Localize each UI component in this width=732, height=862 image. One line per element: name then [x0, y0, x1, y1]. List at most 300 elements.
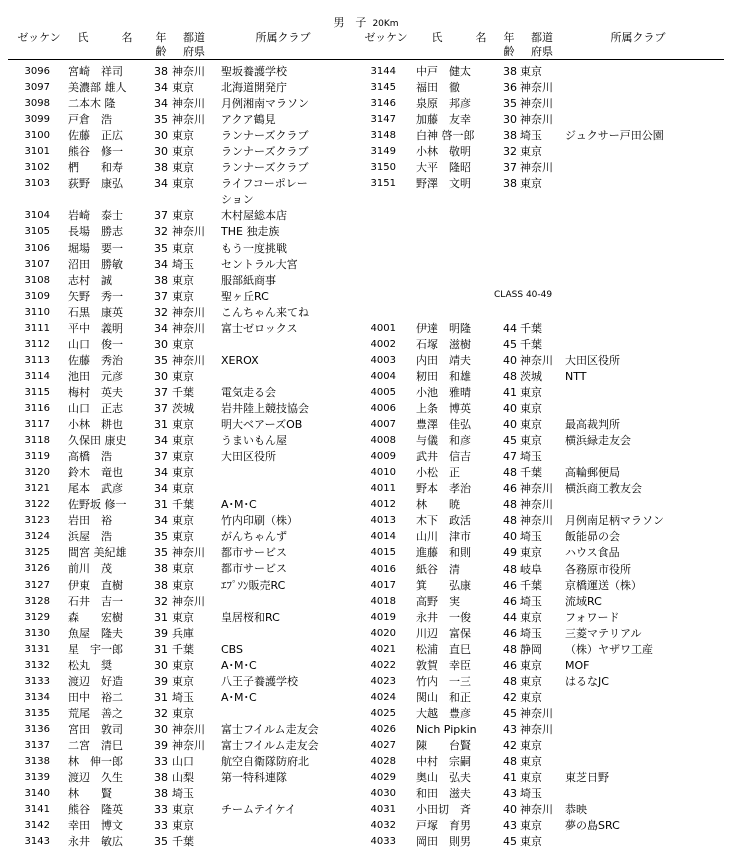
runner-age: 46 [503, 626, 517, 640]
runner-name: 松浦 直巳 [416, 642, 471, 656]
bib-number: 3128 [24, 595, 50, 607]
header-club-right: 所属クラブ [610, 31, 666, 44]
runner-club: 服部紙商事 [221, 273, 276, 287]
runner-club: はるなJC [565, 674, 609, 688]
runner-name: 中村 宗嗣 [416, 755, 471, 769]
runner-name: 敦賀 幸臣 [416, 658, 471, 672]
runner-prefecture: 神奈川 [520, 498, 553, 512]
title-text: 男 子 [333, 16, 367, 29]
bib-number: 3126 [24, 563, 50, 575]
runner-prefecture: 東京 [520, 418, 542, 432]
runner-prefecture: 神奈川 [172, 65, 205, 78]
bib-number: 4033 [370, 836, 396, 848]
bib-number: 4022 [370, 659, 396, 671]
bib-number: 3144 [370, 66, 396, 77]
runner-prefecture: 東京 [172, 434, 194, 448]
runner-age: 48 [503, 562, 517, 576]
bib-number: 3149 [370, 146, 396, 158]
runner-age: 34 [154, 466, 168, 480]
runner-club: 木村屋総本店 [221, 209, 287, 223]
runner-age: 37 [154, 385, 168, 399]
runner-prefecture: 埼玉 [520, 530, 542, 544]
runner-name: 堀場 要一 [68, 241, 123, 255]
runner-name: 高野 実 [416, 594, 460, 608]
runner-club: 夢の島SRC [565, 819, 620, 833]
bib-number: 3123 [24, 515, 50, 527]
bib-number: 4011 [370, 483, 396, 495]
header-pref-right [522, 31, 562, 59]
bib-number: 3134 [24, 691, 50, 703]
runner-prefecture: 東京 [520, 402, 542, 416]
runner-prefecture: 東京 [172, 674, 194, 688]
runner-age: 37 [154, 209, 168, 223]
runner-name: 石井 吉一 [68, 594, 123, 608]
runner-prefecture: 東京 [172, 578, 194, 592]
bib-number: 3138 [24, 756, 50, 768]
runner-age: 43 [503, 819, 517, 833]
bib-number: 3127 [24, 579, 50, 591]
runner-age: 32 [154, 305, 168, 319]
bib-number: 3145 [370, 82, 396, 94]
table-header [0, 31, 732, 60]
runner-name: 与儀 和彦 [416, 434, 471, 448]
runner-prefecture: 東京 [520, 145, 542, 159]
runner-prefecture: 千葉 [172, 385, 194, 399]
header-pref-right-2: 府県 [531, 45, 553, 58]
bib-number: 3125 [24, 547, 50, 559]
runner-club: A･M･C [221, 658, 257, 672]
runner-club: 八王子養護学校 [221, 674, 298, 688]
runner-club: セントラル大宮 [221, 257, 298, 271]
runner-name: 沼田 勝敏 [68, 257, 123, 271]
runner-club: 富士フイルム走友会 [221, 738, 319, 752]
header-age [152, 31, 170, 59]
runner-name: 山口 俊一 [68, 337, 123, 351]
runner-prefecture: 山口 [172, 755, 194, 769]
runner-age: 41 [503, 385, 517, 399]
runner-club: こんちゃん来てね [221, 305, 309, 319]
bib-number: 3107 [24, 258, 50, 270]
runner-club: 富士フイルム走友会 [221, 722, 319, 736]
runner-name: 箕 弘康 [416, 578, 471, 592]
runner-name: 川辺 富保 [416, 626, 471, 640]
runner-name: 星 宇一郎 [68, 642, 123, 656]
bib-number: 3109 [24, 290, 50, 302]
runner-name: 豊澤 佳弘 [416, 418, 471, 432]
runner-prefecture: 神奈川 [520, 706, 553, 720]
runner-age: 45 [503, 706, 517, 720]
bib-number: 4007 [370, 419, 396, 431]
runner-name: 鈴木 竜也 [68, 466, 123, 480]
runner-age: 36 [503, 81, 517, 95]
runner-age: 46 [503, 594, 517, 608]
bib-number: 3150 [370, 162, 396, 174]
runner-prefecture: 埼玉 [520, 129, 542, 143]
runner-prefecture: 神奈川 [520, 803, 553, 817]
runner-prefecture: 埼玉 [520, 626, 542, 640]
runner-name: 志村 誠 [68, 273, 112, 287]
runner-age: 34 [154, 97, 168, 111]
runner-prefecture: 東京 [172, 562, 194, 576]
header-age-right-2: 齢 [503, 45, 515, 58]
bib-number: 3104 [24, 210, 50, 222]
runner-prefecture: 東京 [520, 658, 542, 672]
runner-name: 永井 一俊 [416, 610, 471, 624]
runner-name: 紙谷 清 [416, 562, 460, 576]
runner-age: 40 [503, 402, 517, 416]
runner-club: ランナーズクラブ [221, 129, 309, 143]
bib-number: 3105 [24, 226, 50, 238]
runner-name: 林 暁 [416, 498, 460, 512]
bib-number: 4020 [370, 627, 396, 639]
runner-name: 泉原 邦彦 [416, 97, 471, 111]
runner-age: 34 [154, 514, 168, 528]
runner-age: 33 [154, 755, 168, 769]
runner-name: 熊谷 隆英 [68, 803, 123, 817]
runner-prefecture: 神奈川 [172, 305, 205, 319]
runner-name: 荒尾 善之 [68, 706, 123, 720]
page-title [0, 14, 732, 30]
runner-club: 各務原市役所 [565, 562, 631, 576]
runner-prefecture: 東京 [172, 450, 194, 464]
runner-age: 40 [503, 803, 517, 817]
runner-prefecture: 東京 [520, 690, 542, 704]
runner-club: ランナーズクラブ [221, 145, 309, 159]
runner-age: 34 [154, 434, 168, 448]
bib-number: 4006 [370, 403, 396, 415]
runner-prefecture: 東京 [520, 771, 542, 785]
runner-prefecture: 東京 [172, 482, 194, 496]
runner-prefecture: 東京 [172, 81, 194, 95]
runner-club: 電気走る会 [221, 385, 276, 399]
bib-number: 4031 [370, 804, 396, 816]
bib-number: 3114 [24, 370, 50, 382]
bib-number: 3133 [24, 675, 50, 687]
runner-name: 内田 靖夫 [416, 353, 471, 367]
runner-age: 46 [503, 482, 517, 496]
bib-number: 3096 [24, 66, 50, 77]
runner-name: 伊東 直樹 [68, 578, 123, 592]
runner-age: 48 [503, 674, 517, 688]
runner-name: 岩田 裕 [68, 514, 112, 528]
runner-age: 40 [503, 353, 517, 367]
runner-prefecture: 神奈川 [172, 722, 205, 736]
runner-name: 林 賢 [68, 787, 112, 801]
bib-number: 3130 [24, 627, 50, 639]
bib-number: 4023 [370, 675, 396, 687]
runner-prefecture: 神奈川 [172, 594, 205, 608]
runner-name: 渡辺 久生 [68, 771, 123, 785]
bib-number: 3111 [24, 322, 50, 334]
bib-number: 3129 [24, 611, 50, 623]
runner-club: 明大ベアーズOB [221, 418, 303, 432]
runner-prefecture: 東京 [520, 385, 542, 399]
bib-number: 4014 [370, 531, 396, 543]
runner-age: 35 [154, 113, 168, 127]
bib-number: 3124 [24, 531, 50, 543]
runner-name: 佐藤 秀治 [68, 353, 123, 367]
bib-number: 3137 [24, 739, 50, 751]
runner-name: 美濃部 雄人 [68, 81, 127, 95]
runner-prefecture: 東京 [520, 739, 542, 753]
runner-prefecture: 東京 [520, 674, 542, 688]
runner-age: 34 [154, 321, 168, 335]
header-name: 氏 名 [77, 31, 133, 44]
runner-club: フォワード [565, 610, 620, 624]
bib-number: 4017 [370, 579, 396, 591]
bib-number: 3140 [24, 788, 50, 800]
runner-age: 30 [154, 129, 168, 143]
runner-age: 38 [154, 578, 168, 592]
runner-age: 37 [154, 450, 168, 464]
header-age-2: 齢 [155, 45, 167, 58]
bib-number: 4002 [370, 338, 396, 350]
runner-name: 石塚 滋樹 [416, 337, 471, 351]
runner-prefecture: 東京 [520, 819, 542, 833]
runner-age: 38 [154, 65, 168, 78]
bib-number: 3121 [24, 483, 50, 495]
bib-number: 4024 [370, 691, 396, 703]
bib-number: 3100 [24, 130, 50, 142]
runner-name: 野澤 文明 [416, 177, 471, 191]
runner-prefecture: 神奈川 [172, 321, 205, 335]
bib-number: 4028 [370, 756, 396, 768]
bib-number: 3115 [24, 386, 50, 398]
runner-prefecture: 神奈川 [172, 546, 205, 560]
runner-prefecture: 東京 [172, 514, 194, 528]
runner-prefecture: 東京 [520, 610, 542, 624]
runner-name: 伊達 明隆 [416, 321, 471, 335]
runner-prefecture: 東京 [172, 418, 194, 432]
runner-age: 31 [154, 690, 168, 704]
bib-number: 3119 [24, 451, 50, 463]
runner-age: 48 [503, 514, 517, 528]
runner-prefecture: 東京 [172, 706, 194, 720]
runner-age: 48 [503, 369, 517, 383]
runner-age: 32 [154, 594, 168, 608]
runner-name: 山川 津市 [416, 530, 471, 544]
runner-age: 32 [154, 225, 168, 239]
runner-prefecture: 埼玉 [520, 594, 542, 608]
runner-prefecture: 東京 [172, 177, 194, 191]
runner-club: 聖ヶ丘RC [221, 289, 269, 303]
runner-prefecture: 兵庫 [172, 626, 194, 640]
bib-number: 3120 [24, 467, 50, 479]
runner-prefecture: 東京 [172, 289, 194, 303]
bib-number: 4026 [370, 723, 396, 735]
runner-club: 高輪郵便局 [565, 466, 620, 480]
runner-prefecture: 東京 [172, 161, 194, 175]
runner-age: 37 [154, 401, 168, 415]
runner-club: 竹内印刷（株） [221, 514, 298, 528]
header-age-right [500, 31, 518, 59]
bib-number: 3112 [24, 338, 50, 350]
runner-club: 京橋運送（株） [565, 578, 642, 592]
runner-name: 久保田 康史 [68, 434, 127, 448]
bib-number: 3131 [24, 643, 50, 655]
bib-number: 3139 [24, 772, 50, 784]
runner-club: 皇居桜和RC [221, 610, 280, 624]
runner-age: 38 [154, 273, 168, 287]
bib-number: 3098 [24, 98, 50, 110]
runner-prefecture: 埼玉 [520, 787, 542, 801]
header-age-right-1: 年 [503, 31, 515, 44]
bib-number: 4027 [370, 740, 396, 752]
runner-name: 野本 孝治 [416, 482, 471, 496]
bib-number: 3151 [370, 178, 396, 190]
runner-name: 永井 敏広 [68, 835, 123, 849]
bib-number: 3099 [24, 114, 50, 126]
runner-club: A･M･C [221, 690, 257, 704]
bib-number: 3108 [24, 274, 50, 286]
runner-prefecture: 東京 [172, 337, 194, 351]
runner-age: 46 [503, 658, 517, 672]
runner-club: 第一特科連隊 [221, 771, 287, 785]
bib-number: 4025 [370, 707, 396, 719]
runner-name: 関山 和正 [416, 690, 471, 704]
runner-age: 33 [154, 803, 168, 817]
bib-number: 4005 [370, 386, 396, 398]
runner-prefecture: 千葉 [520, 466, 542, 480]
bib-number: 4032 [370, 820, 396, 832]
bib-number: 3102 [24, 162, 50, 174]
runner-club: ランナーズクラブ [221, 161, 309, 175]
runner-age: 48 [503, 466, 517, 480]
header-name-right: 氏 名 [431, 31, 487, 44]
runner-name: 宮田 敦司 [68, 722, 123, 736]
runner-prefecture: 茨城 [172, 401, 194, 415]
runner-prefecture: 東京 [520, 434, 542, 448]
runner-prefecture: 静岡 [520, 642, 542, 656]
runner-age: 38 [154, 562, 168, 576]
header-club: 所属クラブ [255, 31, 311, 44]
runner-age: 30 [154, 337, 168, 351]
bib-number: 4009 [370, 451, 396, 463]
runner-name: 松丸 奨 [68, 658, 112, 672]
runner-club: ハウス食品 [565, 546, 620, 560]
bib-number: 3135 [24, 707, 50, 719]
runner-club: ジュクサー戸田公園 [565, 129, 664, 143]
runner-club: 大田区役所 [565, 353, 620, 367]
bib-number: 3101 [24, 146, 50, 158]
runner-name: 竹内 一三 [416, 674, 471, 688]
runner-name: 岡田 則男 [416, 835, 471, 849]
bib-number: 3118 [24, 435, 50, 447]
runner-age: 35 [154, 353, 168, 367]
runner-club: ｴﾌﾟｿﾝ販売RC [221, 578, 286, 592]
runner-club: MOF [565, 658, 590, 672]
runner-club: 岩井陸上競技協会 [221, 401, 309, 415]
runner-age: 33 [154, 819, 168, 833]
runner-name: 上条 博英 [416, 402, 471, 416]
runner-age: 38 [503, 65, 517, 78]
runner-club: 富士ゼロックス [221, 321, 298, 335]
runner-prefecture: 神奈川 [520, 482, 553, 496]
runner-age: 31 [154, 418, 168, 432]
runner-name: 戸塚 育男 [416, 819, 471, 833]
runner-club: 最高裁判所 [565, 418, 620, 432]
runner-age: 38 [503, 177, 517, 191]
runner-prefecture: 東京 [520, 177, 542, 191]
runner-age: 41 [503, 771, 517, 785]
runner-age: 48 [503, 755, 517, 769]
runner-prefecture: 神奈川 [172, 353, 205, 367]
header-pref-2: 府県 [183, 45, 205, 58]
runner-age: 42 [503, 739, 517, 753]
runner-prefecture: 神奈川 [172, 97, 205, 111]
runner-prefecture: 東京 [520, 755, 542, 769]
runner-prefecture: 神奈川 [172, 738, 205, 752]
runner-name: 森 宏樹 [68, 610, 123, 624]
bib-number: 4021 [370, 643, 396, 655]
runner-name: 熊谷 修一 [68, 145, 123, 159]
runner-age: 38 [154, 787, 168, 801]
runner-age: 37 [503, 161, 517, 175]
runner-age: 39 [154, 674, 168, 688]
runner-age: 40 [503, 418, 517, 432]
runner-name: 前川 茂 [68, 562, 112, 576]
runner-club: うまいもん屋 [221, 434, 287, 448]
runner-name: 陳 台賢 [416, 739, 471, 753]
runner-name: 小松 正 [416, 466, 460, 480]
runner-age: 30 [154, 145, 168, 159]
runner-age: 39 [154, 738, 168, 752]
bib-number: 4015 [370, 547, 396, 559]
runner-club: XEROX [221, 353, 259, 367]
runner-name: 尾本 武彦 [68, 482, 123, 496]
runner-prefecture: 千葉 [172, 498, 194, 512]
runner-prefecture: 東京 [172, 273, 194, 287]
bib-number: 3132 [24, 659, 50, 671]
runner-club: 三菱マテリアル [565, 626, 642, 640]
runner-age: 37 [154, 289, 168, 303]
runner-club: THE 独走族 [221, 225, 280, 239]
bib-number: 4004 [370, 370, 396, 382]
runner-prefecture: 東京 [520, 835, 542, 849]
runner-club: 月例湘南マラソン [221, 97, 309, 111]
bib-number: 4013 [370, 515, 396, 527]
runner-age: 42 [503, 690, 517, 704]
runner-name: 白神 啓一郎 [416, 129, 475, 143]
runner-club: A･M･C [221, 498, 257, 512]
runner-club: NTT [565, 369, 587, 383]
runner-age: 44 [503, 610, 517, 624]
runner-age: 38 [503, 129, 517, 143]
bib-number: 4008 [370, 435, 396, 447]
bib-number: 3113 [24, 354, 50, 366]
runner-name: 山口 正志 [68, 401, 123, 415]
runner-age: 43 [503, 787, 517, 801]
runner-prefecture: 岐阜 [520, 562, 542, 576]
runner-club-continued: ション [221, 193, 254, 207]
bib-number: 4019 [370, 611, 396, 623]
runner-name: 岩崎 泰士 [68, 209, 123, 223]
runner-name: 武井 信吉 [416, 450, 471, 464]
runner-club: 航空自衛隊防府北 [221, 755, 309, 769]
runner-name: 小池 雅晴 [416, 385, 471, 399]
runner-prefecture: 神奈川 [172, 113, 205, 127]
runner-prefecture: 東京 [172, 209, 194, 223]
runner-prefecture: 神奈川 [520, 722, 553, 736]
runner-prefecture: 神奈川 [520, 161, 553, 175]
class-label: CLASS 40-49 [494, 290, 553, 300]
header-pref [174, 31, 214, 59]
runner-club: 飯能昴の会 [565, 530, 620, 544]
runner-club: ライフコーポレー [221, 177, 308, 191]
runner-prefecture: 東京 [172, 658, 194, 672]
runner-name: 木下 政活 [416, 514, 471, 528]
runner-name: 矢野 秀一 [68, 289, 123, 303]
